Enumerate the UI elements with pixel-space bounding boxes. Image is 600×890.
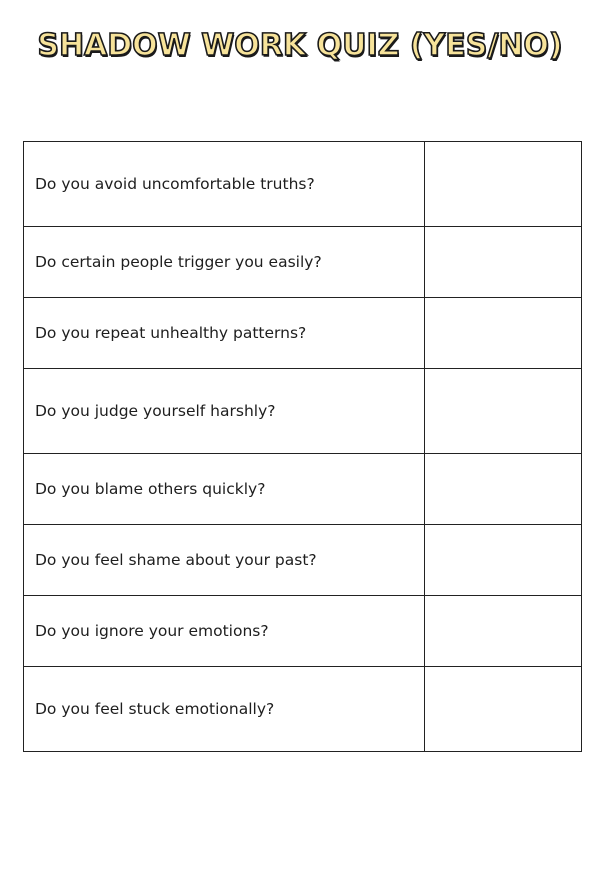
page-title: SHADOW WORK QUIZ (YES/NO): [37, 28, 563, 63]
table-row: [24, 454, 582, 525]
table-row: [24, 298, 582, 369]
question-cell: Do you repeat unhealthy patterns?: [24, 298, 425, 369]
table-row: [24, 369, 582, 454]
answer-cell[interactable]: [425, 454, 582, 525]
question-cell: Do you blame others quickly?: [24, 454, 425, 525]
table-row: [24, 596, 582, 667]
question-cell: Do certain people trigger you easily?: [24, 227, 425, 298]
answer-cell[interactable]: [425, 227, 582, 298]
answer-cell[interactable]: [425, 525, 582, 596]
table-row: [24, 525, 582, 596]
question-cell: Do you feel shame about your past?: [24, 525, 425, 596]
table-row: [24, 142, 582, 227]
table-row: [24, 667, 582, 752]
question-cell: Do you avoid uncomfortable truths?: [24, 142, 425, 227]
question-cell: Do you feel stuck emotionally?: [24, 667, 425, 752]
answer-cell[interactable]: [425, 667, 582, 752]
answer-cell[interactable]: [425, 596, 582, 667]
quiz-table: [23, 141, 582, 752]
answer-cell[interactable]: [425, 298, 582, 369]
answer-cell[interactable]: [425, 369, 582, 454]
answer-cell[interactable]: [425, 142, 582, 227]
question-cell: Do you ignore your emotions?: [24, 596, 425, 667]
table-row: [24, 227, 582, 298]
question-cell: Do you judge yourself harshly?: [24, 369, 425, 454]
